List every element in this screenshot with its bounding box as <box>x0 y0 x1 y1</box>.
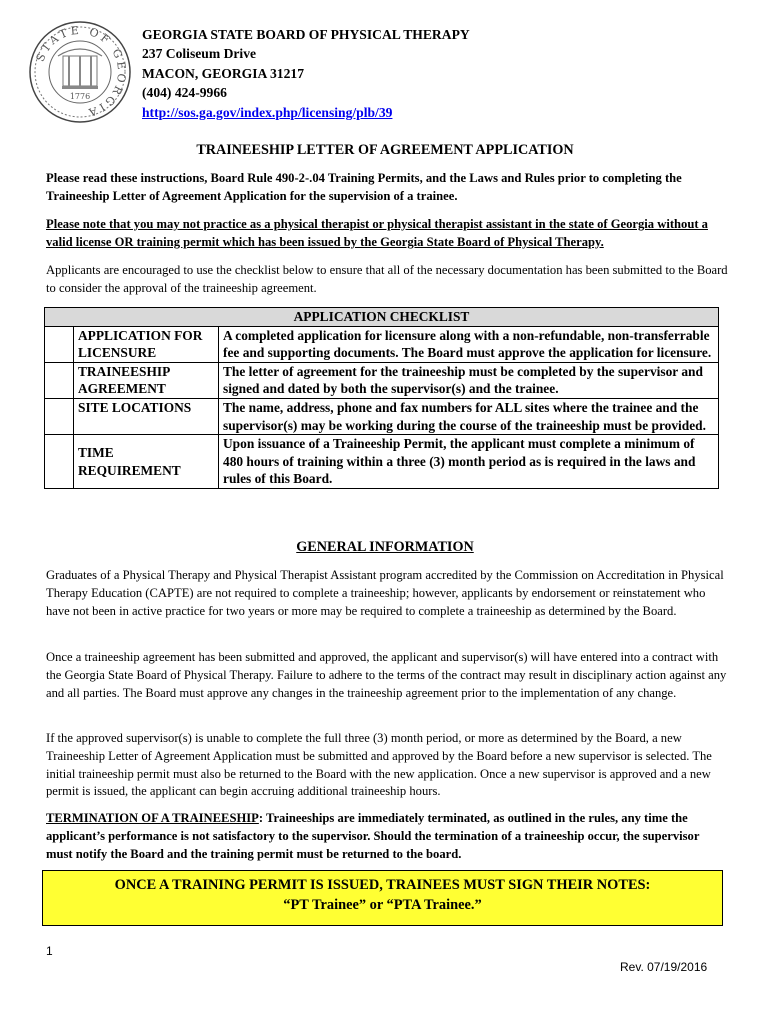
checklist-label: TIME REQUIREMENT <box>74 435 219 489</box>
city-state-zip: MACON, GEORGIA 31217 <box>142 65 304 81</box>
checklist-text: Upon issuance of a Traineeship Permit, the applicant must complete a minimum of 480 hours of training within a three (3) month period as is required in the laws and rules of this Board. <box>219 435 719 489</box>
notice-line-2: “PT Trainee” or “PTA Trainee.” <box>283 897 482 913</box>
svg-text:1776: 1776 <box>69 92 91 101</box>
termination-paragraph <box>46 810 728 863</box>
checklist-label: APPLICATION FOR LICENSURE <box>74 326 219 362</box>
general-information-heading: GENERAL INFORMATION <box>296 539 474 555</box>
revision-date: Rev. 07/19/2016 <box>620 960 708 974</box>
document-title: TRAINEESHIP LETTER OF AGREEMENT APPLICATION <box>196 142 574 158</box>
checklist-row <box>45 435 719 489</box>
application-checklist <box>44 307 719 489</box>
checklist-row <box>45 326 719 362</box>
checklist-label: TRAINEESHIP AGREEMENT <box>74 362 219 398</box>
board-website-link[interactable]: http://sos.ga.gov/index.php/licensing/plb/39 <box>142 104 393 120</box>
letterhead <box>142 25 470 122</box>
checklist-heading: APPLICATION CHECKLIST <box>45 308 719 327</box>
state-seal-icon <box>28 20 132 124</box>
checklist-row <box>45 362 719 398</box>
page-number: 1 <box>46 944 53 958</box>
checklist-label: SITE LOCATIONS <box>74 398 219 434</box>
trainee-notes-notice <box>42 870 723 926</box>
checklist-intro: Applicants are encouraged to use the checklist below to ensure that all of the necessary documentation has been submitted to the Board to consider the approval of the traineeship agreement. <box>46 263 728 295</box>
checkbox-cell[interactable] <box>45 435 74 489</box>
checklist-row <box>45 398 719 434</box>
termination-colon: : <box>258 811 264 825</box>
license-warning: Please note that you may not practice as a physical therapist or physical therapist assistant in the state of Georgia without a valid license OR training permit which has been issued by the Georgia State Board of Physical Therapy. <box>46 217 708 249</box>
notice-line-1: ONCE A TRAINING PERMIT IS ISSUED, TRAINEES MUST SIGN THEIR NOTES: <box>114 877 651 893</box>
checkbox-cell[interactable] <box>45 398 74 434</box>
instructions-paragraph: Please read these instructions, Board Rule 490-2-.04 Training Permits, and the Laws and Rules prior to completing the Traineeship Letter of Agreement Application for the supervision of a trainee. <box>46 171 682 203</box>
termination-label: TERMINATION OF A TRAINEESHIP <box>46 811 259 825</box>
checklist-text: A completed application for licensure along with a non-refundable, non-transferrable fee and supporting documents. The Board must approve the application for licensure. <box>219 326 719 362</box>
svg-text:STATE OF GEORGIA: STATE OF GEORGIA <box>33 23 129 120</box>
checkbox-cell[interactable] <box>45 362 74 398</box>
street-address: 237 Coliseum Drive <box>142 46 257 62</box>
termination-text: Traineeships are immediately terminated, as outlined in the rules, any time the applicant’s performance is not satisfactory to the supervisor. Should the termination of a traineeship occur, the supervisor must notify the Board and the training permit must be returned to the board. <box>46 811 700 861</box>
checkbox-cell[interactable] <box>45 326 74 362</box>
general-paragraph-1: Graduates of a Physical Therapy and Physical Therapist Assistant program accredited by the Commission on Accreditation in Physical Therapy Education (CAPTE) are not required to complete a traineeship; however, applicants by endorsement or reinstatement who have not been in active practice for two years or more may be required to complete a traineeship as determined by the Board. <box>46 568 724 618</box>
checklist-text: The letter of agreement for the traineeship must be completed by the supervisor and signed and dated by both the supervisor(s) and the trainee. <box>219 362 719 398</box>
general-paragraph-3: If the approved supervisor(s) is unable to complete the full three (3) month period, or more as determined by the Board, a new Traineeship Letter of Agreement Application must be submitted and approved by the Board before a new supervisor is selected. The initial traineeship permit must also be returned to the Board with the new application. Once a new supervisor is approved and a new permit is issued, the applicant can begin accruing additional traineeship hours. <box>46 731 712 799</box>
phone-number: (404) 424-9966 <box>142 85 227 101</box>
general-paragraph-2: Once a traineeship agreement has been submitted and approved, the applicant and supervisor(s) will have entered into a contract with the Georgia State Board of Physical Therapy. Failure to adhere to the terms of the contract may result in disciplinary action against any and all parties. The Board must approve any changes in the traineeship agreement prior to the implementation of any change. <box>46 650 727 700</box>
org-name: GEORGIA STATE BOARD OF PHYSICAL THERAPY <box>142 27 470 42</box>
checklist-text: The name, address, phone and fax numbers for ALL sites where the trainee and the supervisor(s) may be working during the course of the traineeship must be provided. <box>219 398 719 434</box>
